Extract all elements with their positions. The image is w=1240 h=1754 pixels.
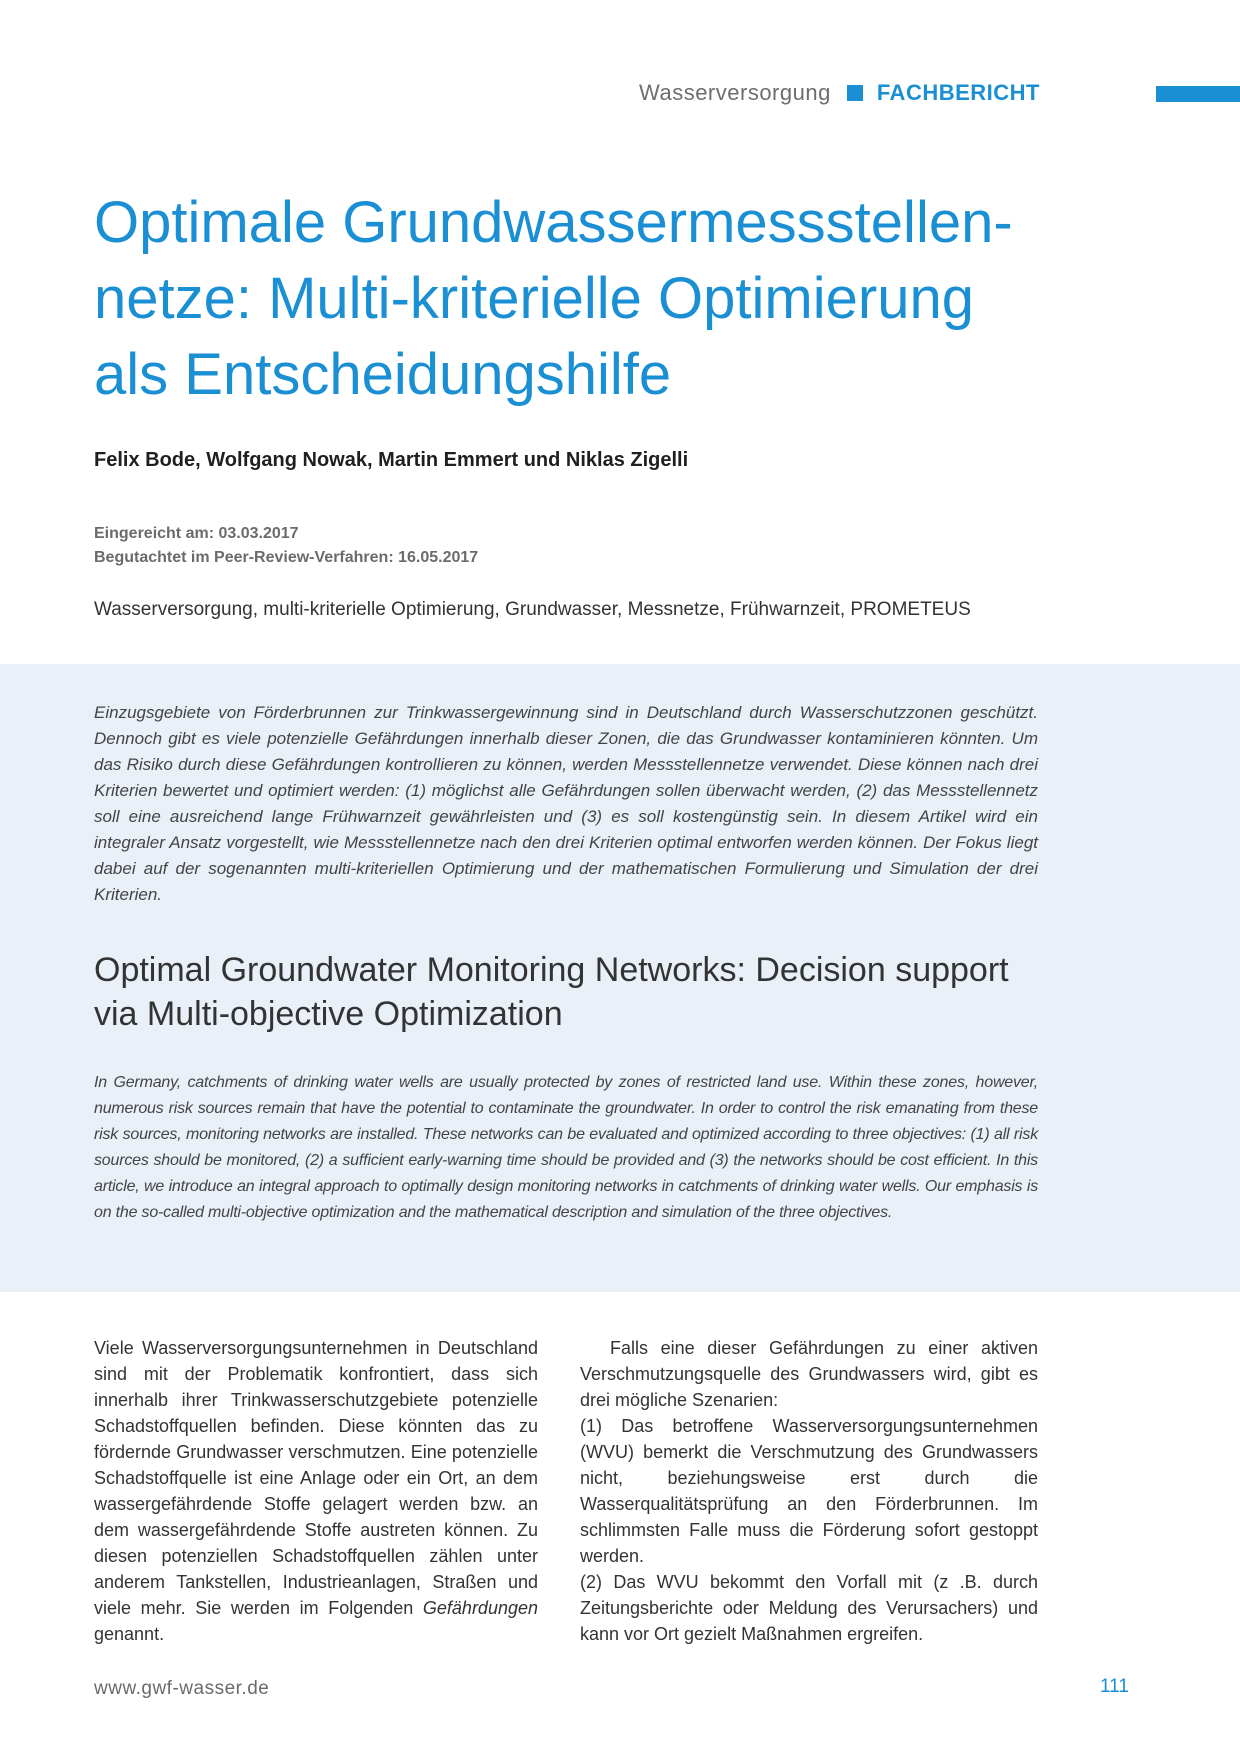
emphasis-term: Gefährdungen: [422, 1598, 538, 1618]
reviewed-date: Begutachtet im Peer-Review-Verfahren: 16.05.2017: [94, 549, 479, 566]
section-label: Wasserversorgung: [639, 80, 831, 105]
body-paragraph: [94, 1335, 538, 1647]
english-title: Optimal Groundwater Monitoring Networks: Decision support via Multi-objective Optimization: [94, 951, 1009, 1033]
authors: Felix Bode, Wolfgang Nowak, Martin Emmert und Niklas Zigelli: [94, 449, 689, 471]
body-column-right: [580, 1335, 1038, 1647]
section-rubric: [639, 80, 1040, 106]
article-title: Optimale Grundwassermessstellen-netze: Multi-kriterielle Optimierung als Entscheidungshilfe: [94, 190, 1013, 407]
keywords: Wasserversorgung, multi-kriterielle Optimierung, Grundwasser, Messnetze, Frühwarnzeit, PROMETEUS: [94, 599, 971, 620]
body-column-left: [94, 1335, 538, 1647]
header-accent-bar: [1156, 86, 1240, 102]
category-label: FACHBERICHT: [876, 80, 1040, 105]
body-paragraph-intro: Falls eine dieser Gefährdungen zu einer aktiven Verschmutzungsquelle des Grundwassers wird, gibt es drei mögliche Szenarien:: [580, 1338, 1038, 1410]
abstract-german: Einzugsgebiete von Förderbrunnen zur Trinkwassergewinnung sind in Deutschland durch Wasserschutzzonen geschützt. Dennoch gibt es viele potenzielle Gefährdungen innerhalb dieser Zonen, die das Grundwasser kontaminieren könnten. Um das Risiko durch diese Gefährdungen kontrollieren zu können, werden Messstellennetze verwendet. Diese können nach drei Kriterien bewertet und optimiert werden: (1) möglichst alle Gefährdungen sollen überwacht werden, (2) das Messstellennetz soll eine ausreichend lange Frühwarnzeit gewährleisten und (3) es soll kostengünstig sein. In diesem Artikel wird ein integraler Ansatz vorgestellt, wie Messstellennetze nach den drei Kriterien optimal entworfen werden können. Der Fokus liegt dabei auf der sogenannten multi-kriteriellen Optimierung und der mathematischen Formulierung und Simulation der drei Kriterien.: [94, 703, 1038, 904]
page-number: 111: [1100, 1676, 1129, 1697]
submitted-date: Eingereicht am: 03.03.2017: [94, 525, 299, 542]
review-dates: [94, 522, 478, 570]
scenario-1: (1) Das betroffene Wasserversorgungsunternehmen (WVU) bemerkt die Verschmutzung des Grundwassers nicht, beziehungsweise erst durch die Wasserqualitätsprüfung an den Förderbrunnen. Im schlimmsten Falle muss die Förderung sofort gestoppt werden.: [580, 1416, 1038, 1566]
footer-url[interactable]: www.gwf-wasser.de: [94, 1678, 270, 1699]
body-text: Viele Wasserversorgungsunternehmen in Deutschland sind mit der Problematik konfrontiert, dass sich innerhalb ihrer Trinkwasserschutzgebiete potenzielle Schadstoffquellen befinden. Diese könnten das zu fördernde Grundwasser verschmutzen. Eine potenzielle Schadstoffquelle ist eine Anlage oder ein Ort, an dem wassergefährdende Stoffe gelagert werden bzw. an dem wassergefährdende Stoffe austreten können. Zu diesen potenziellen Schadstoffquellen zählen unter anderem Tankstellen, Industrieanlagen, Straßen und viele mehr. Sie werden im Folgenden: [94, 1338, 538, 1618]
scenario-2: (2) Das WVU bekommt den Vorfall mit (z .B. durch Zeitungsberichte oder Meldung des Verursachers) und kann vor Ort gezielt Maßnahmen ergreifen.: [580, 1572, 1038, 1644]
body-text-end: genannt.: [94, 1624, 165, 1644]
abstract-english: In Germany, catchments of drinking water wells are usually protected by zones of restricted land use. Within these zones, however, numerous risk sources remain that have the potential to contaminate the groundwater. In order to control the risk emanating from these risk sources, monitoring networks are installed. These networks can be evaluated and optimized according to three objectives: (1) all risk sources should be monitored, (2) a sufficient early-warning time should be provided and (3) the networks should be cost efficient. In this article, we introduce an integral approach to optimally design monitoring networks in catchments of drinking water wells. Our emphasis is on the so-called multi-objective optimization and the mathematical description and simulation of the three objectives.: [94, 1074, 1038, 1221]
square-bullet-icon: [847, 85, 863, 101]
